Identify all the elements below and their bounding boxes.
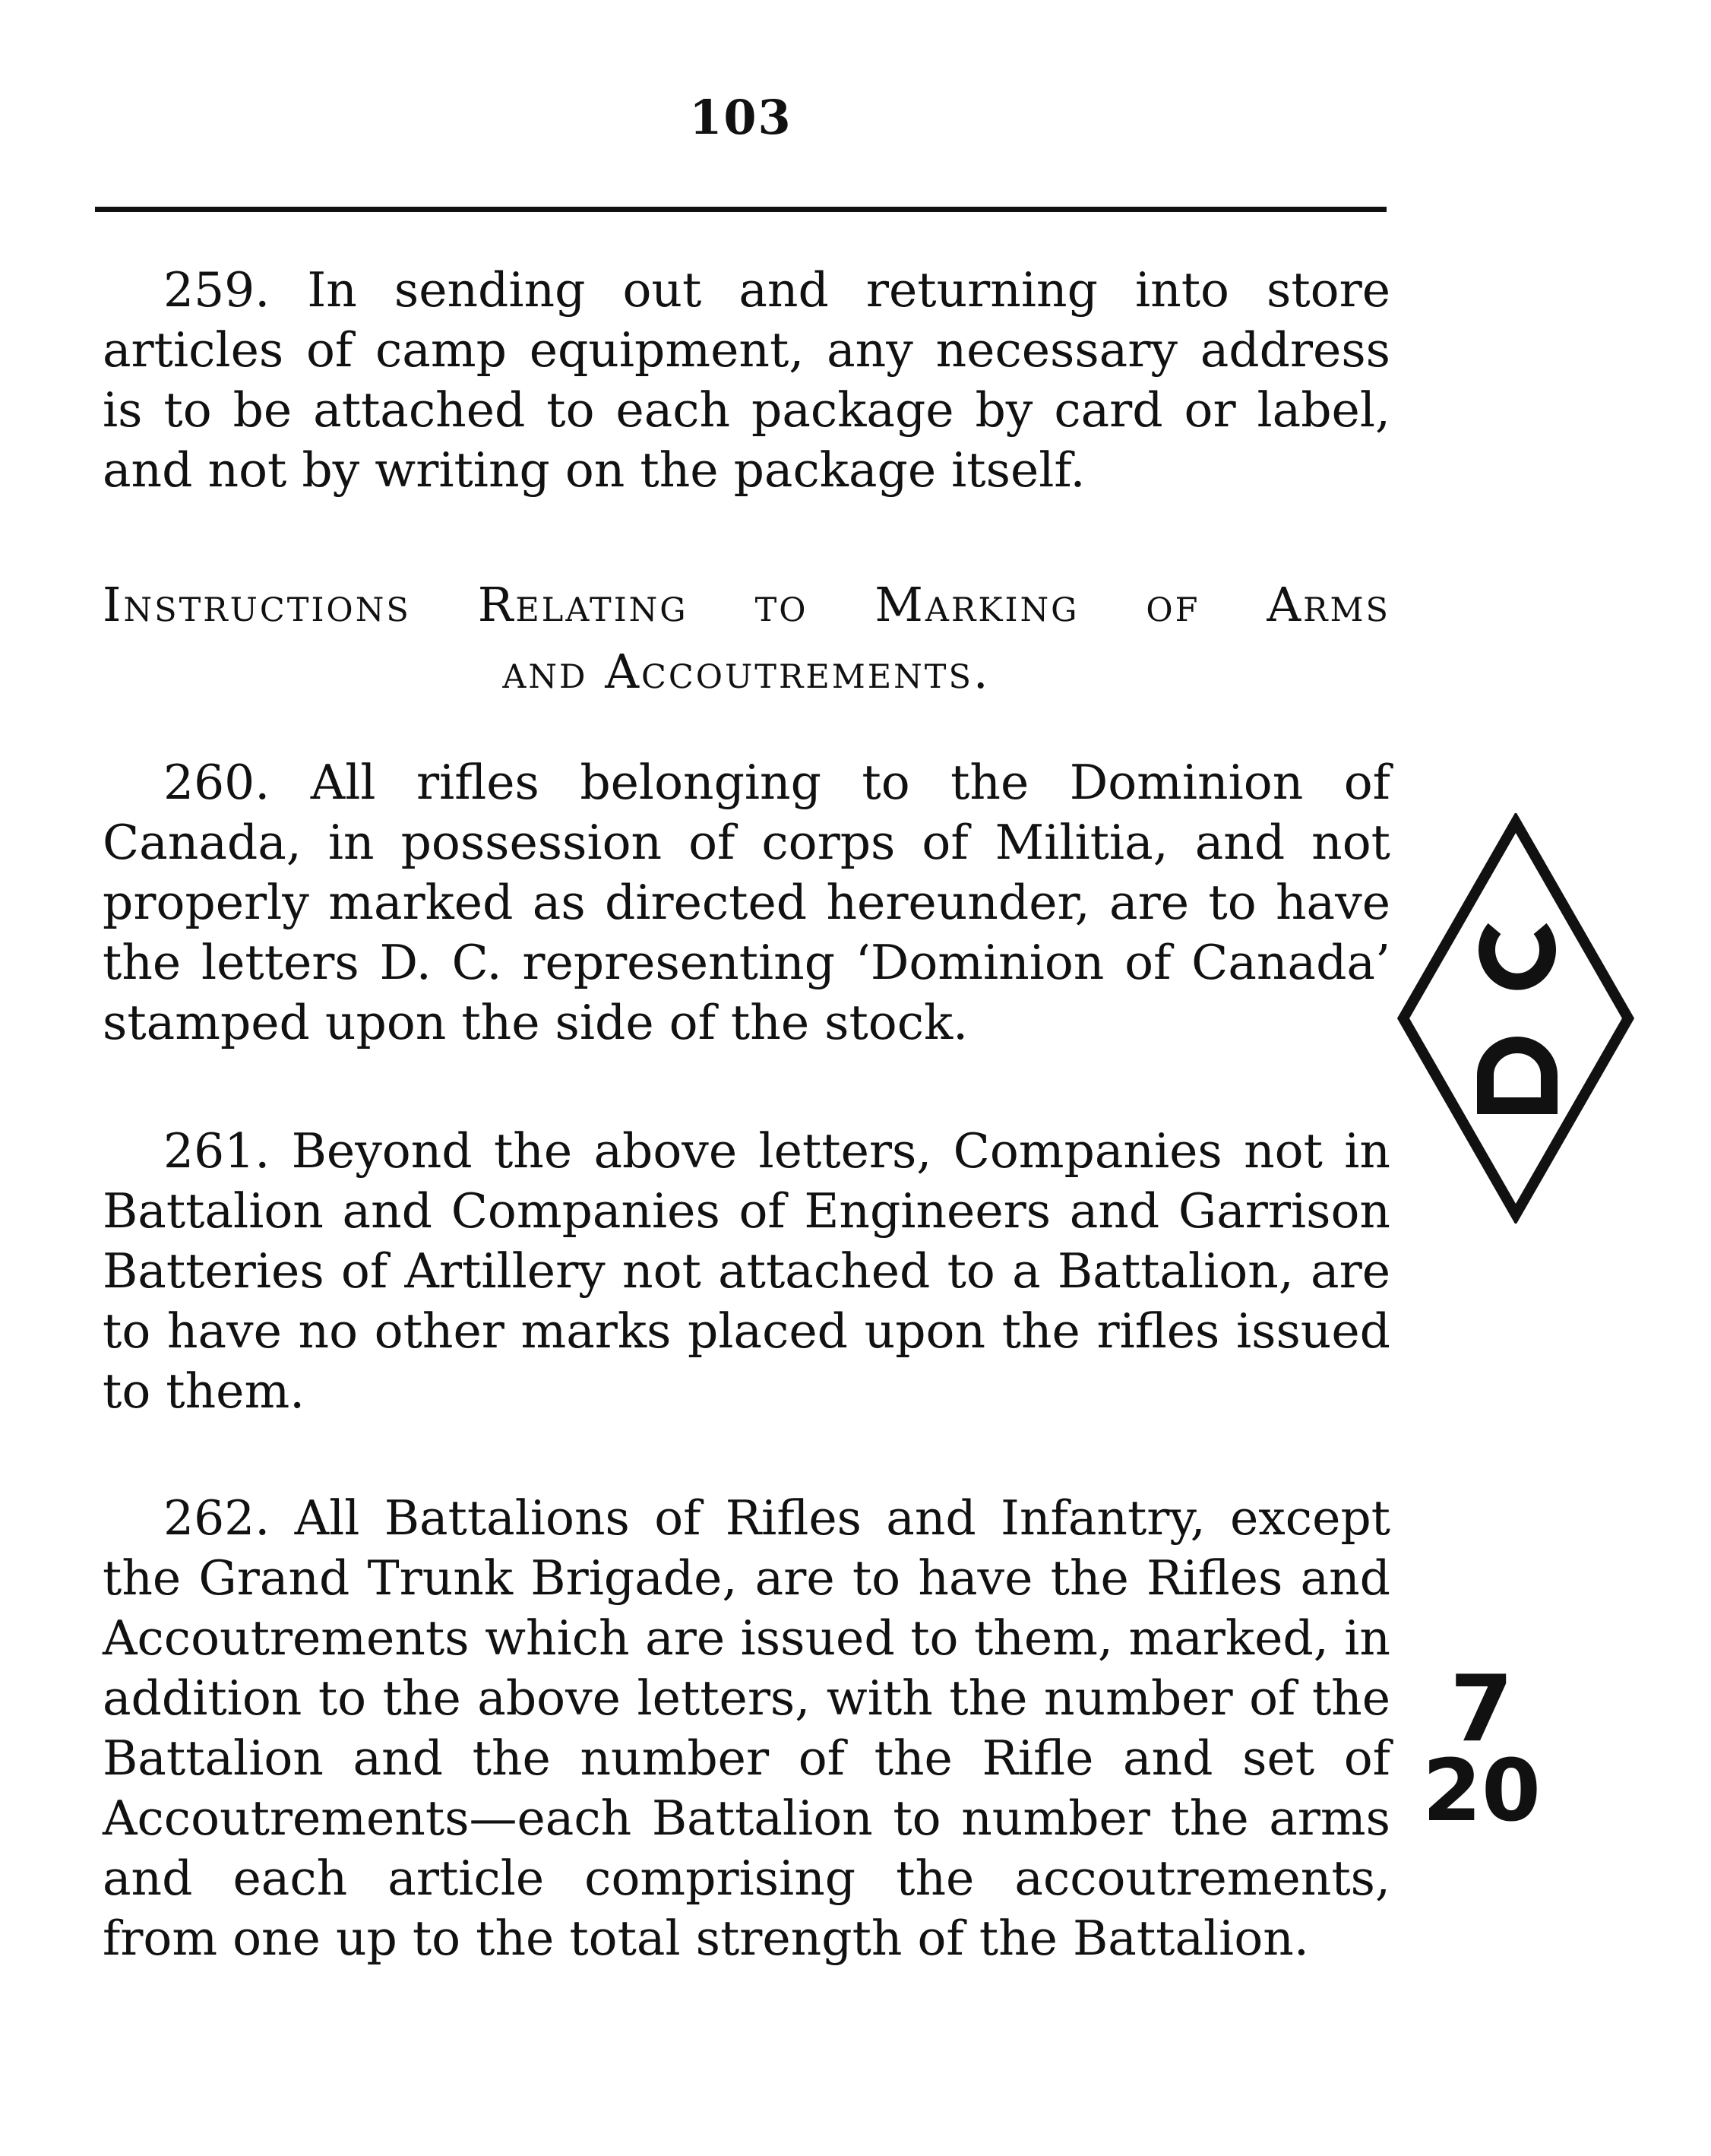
battalion-rifle-number-stamp — [1421, 1657, 1542, 1841]
paragraph-262: 262. All Battalions of Rifles and Infantry, except the Grand Trunk Brigade, are to have the Rifles and Accoutrements which are issued to them, marked, in addition to the above letters, with the number of the Battalion and the number of the Rifle and set of Accoutrements—each Battalion to number the arms and each article comprising the accoutrements, from one up to the total strength of the Battalion. — [103, 1490, 1390, 1966]
dc-diamond-stamp — [1394, 813, 1637, 1224]
diamond-outline — [1403, 822, 1628, 1214]
section-heading-line-2: and Accoutrements. — [502, 644, 991, 699]
battalion-number: 7 — [1450, 1657, 1513, 1762]
paragraph-259: 259. In sending out and returning into store articles of camp equipment, any necessary address is to be attached to each package by card or label, and not by writing on the package itself. — [103, 262, 1390, 498]
section-heading — [103, 571, 1390, 705]
header-rule — [95, 207, 1387, 212]
page-number: 103 — [689, 90, 792, 145]
diamond-inner-gap — [1421, 844, 1611, 1193]
paragraph-261: 261. Beyond the above letters, Companies not in Battalion and Companies of Engineers and Garrison Batteries of Artillery not attached to a Battalion, are to have no other marks placed upon the rifles issued to them. — [103, 1123, 1390, 1419]
paragraph-260: 260. All rifles belonging to the Dominion of Canada, in possession of corps of Militia, and not properly marked as directed hereunder, are to have the letters D. C. representing ‘Dominion of Canada’ stamped upon the side of the stock. — [103, 755, 1390, 1050]
rifle-number: 20 — [1422, 1742, 1541, 1841]
stamp-letter-c — [1487, 929, 1548, 982]
section-heading-line-1: Instructions Relating to Marking of Arms — [103, 577, 1390, 632]
stamp-letter-d — [1485, 1045, 1549, 1106]
